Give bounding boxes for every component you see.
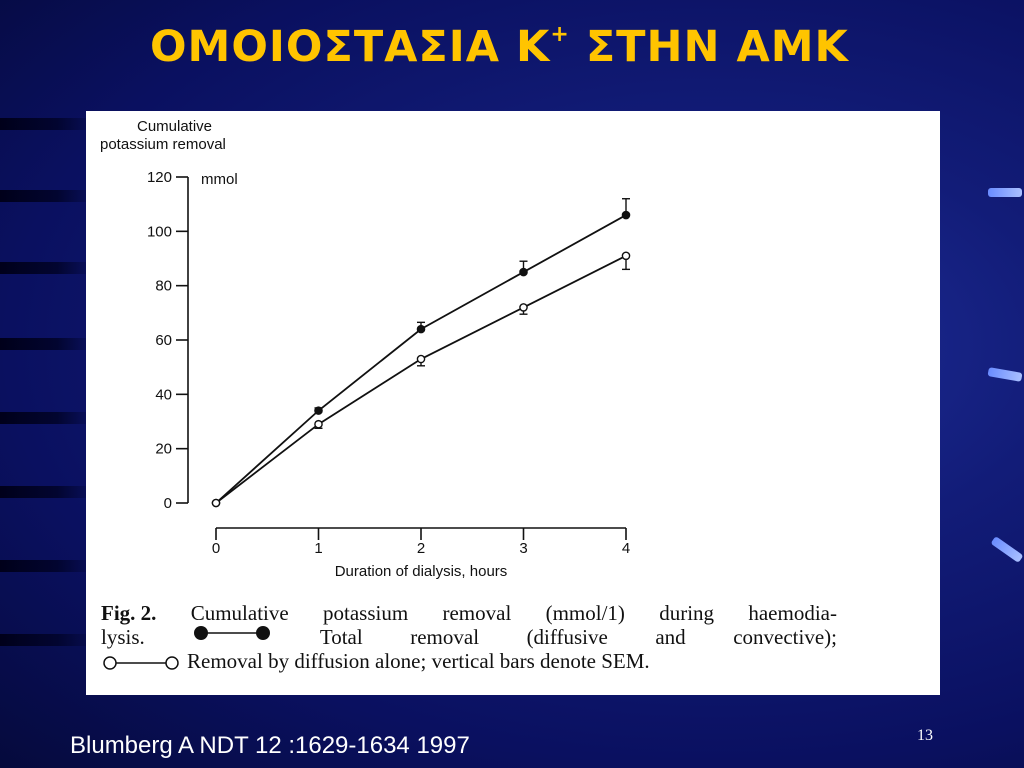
decor-stripe [0, 118, 95, 130]
caption-word: (mmol/1) [545, 601, 625, 625]
title-superscript: + [550, 22, 570, 47]
slide-title: ΟΜΟΙΟΣΤΑΣΙΑ Κ+ ΣΤΗΝ ΑΜΚ [150, 22, 849, 72]
caption-line-1 [101, 601, 837, 625]
caption-fig-label: Fig. 2. [101, 601, 157, 625]
decor-accent [988, 188, 1022, 197]
caption-word: potassium [323, 601, 409, 625]
y-tick-label: 40 [155, 386, 172, 404]
source-citation: Blumberg A NDT 12 :1629-1634 1997 [70, 732, 470, 759]
caption-word: lysis. [101, 625, 145, 649]
caption-line-3-text: Removal by diffusion alone; vertical bars denote SEM. [187, 649, 650, 673]
figure-caption [101, 601, 837, 673]
slide-number: 13 [917, 727, 933, 744]
y-tick-label: 100 [146, 223, 172, 241]
caption-word: (diffusive [526, 625, 608, 649]
decor-stripe [0, 634, 95, 646]
caption-word: removal [442, 601, 512, 625]
figure-panel [86, 111, 940, 695]
decor-stripe [0, 486, 95, 498]
data-point-open [520, 304, 527, 311]
data-point-filled [315, 407, 322, 414]
y-tick-label: 0 [163, 495, 172, 512]
y-axis-unit: mmol [201, 171, 238, 188]
decor-stripe [0, 190, 95, 202]
caption-word: convective); [733, 625, 837, 649]
data-point-open [417, 355, 424, 362]
data-point-open [315, 421, 322, 428]
chart [86, 111, 940, 591]
y-tick-label: 120 [146, 169, 172, 186]
y-tick-label: 80 [155, 277, 172, 295]
caption-word: removal [410, 625, 480, 649]
caption-line-3 [101, 649, 837, 673]
decor-stripe [0, 412, 95, 424]
y-tick-label: 20 [155, 440, 172, 458]
x-tick-label: 4 [621, 540, 631, 557]
caption-word: and [655, 625, 686, 649]
y-axis-label-line1: Cumulative [137, 118, 213, 135]
caption-word: Cumulative [190, 601, 289, 625]
data-point-filled [520, 268, 527, 275]
caption-word: during [659, 601, 715, 625]
decor-stripe [0, 338, 95, 350]
data-point-open [622, 252, 629, 259]
series-total [212, 199, 630, 507]
legend-open-line [101, 655, 181, 671]
caption-word: Total [319, 625, 363, 649]
decor-stripe [0, 262, 95, 274]
y-tick-label: 60 [155, 332, 172, 349]
decor-stripe [0, 560, 95, 572]
y-axis-label-line2: potassium removal [100, 136, 226, 153]
x-axis-label: Duration of dialysis, hours [334, 563, 508, 580]
series-line-diffusion [216, 256, 626, 503]
data-point-filled [417, 326, 424, 333]
caption-word: haemodia- [748, 601, 837, 625]
data-point-filled [622, 211, 629, 218]
legend-filled-line [192, 625, 272, 641]
x-tick-label: 1 [314, 540, 323, 557]
x-tick-label: 3 [519, 540, 528, 557]
series-diffusion [212, 252, 630, 506]
x-tick-label: 0 [211, 540, 221, 557]
data-point-open [212, 499, 219, 506]
x-tick-label: 2 [416, 540, 426, 557]
caption-line-2 [101, 625, 837, 649]
